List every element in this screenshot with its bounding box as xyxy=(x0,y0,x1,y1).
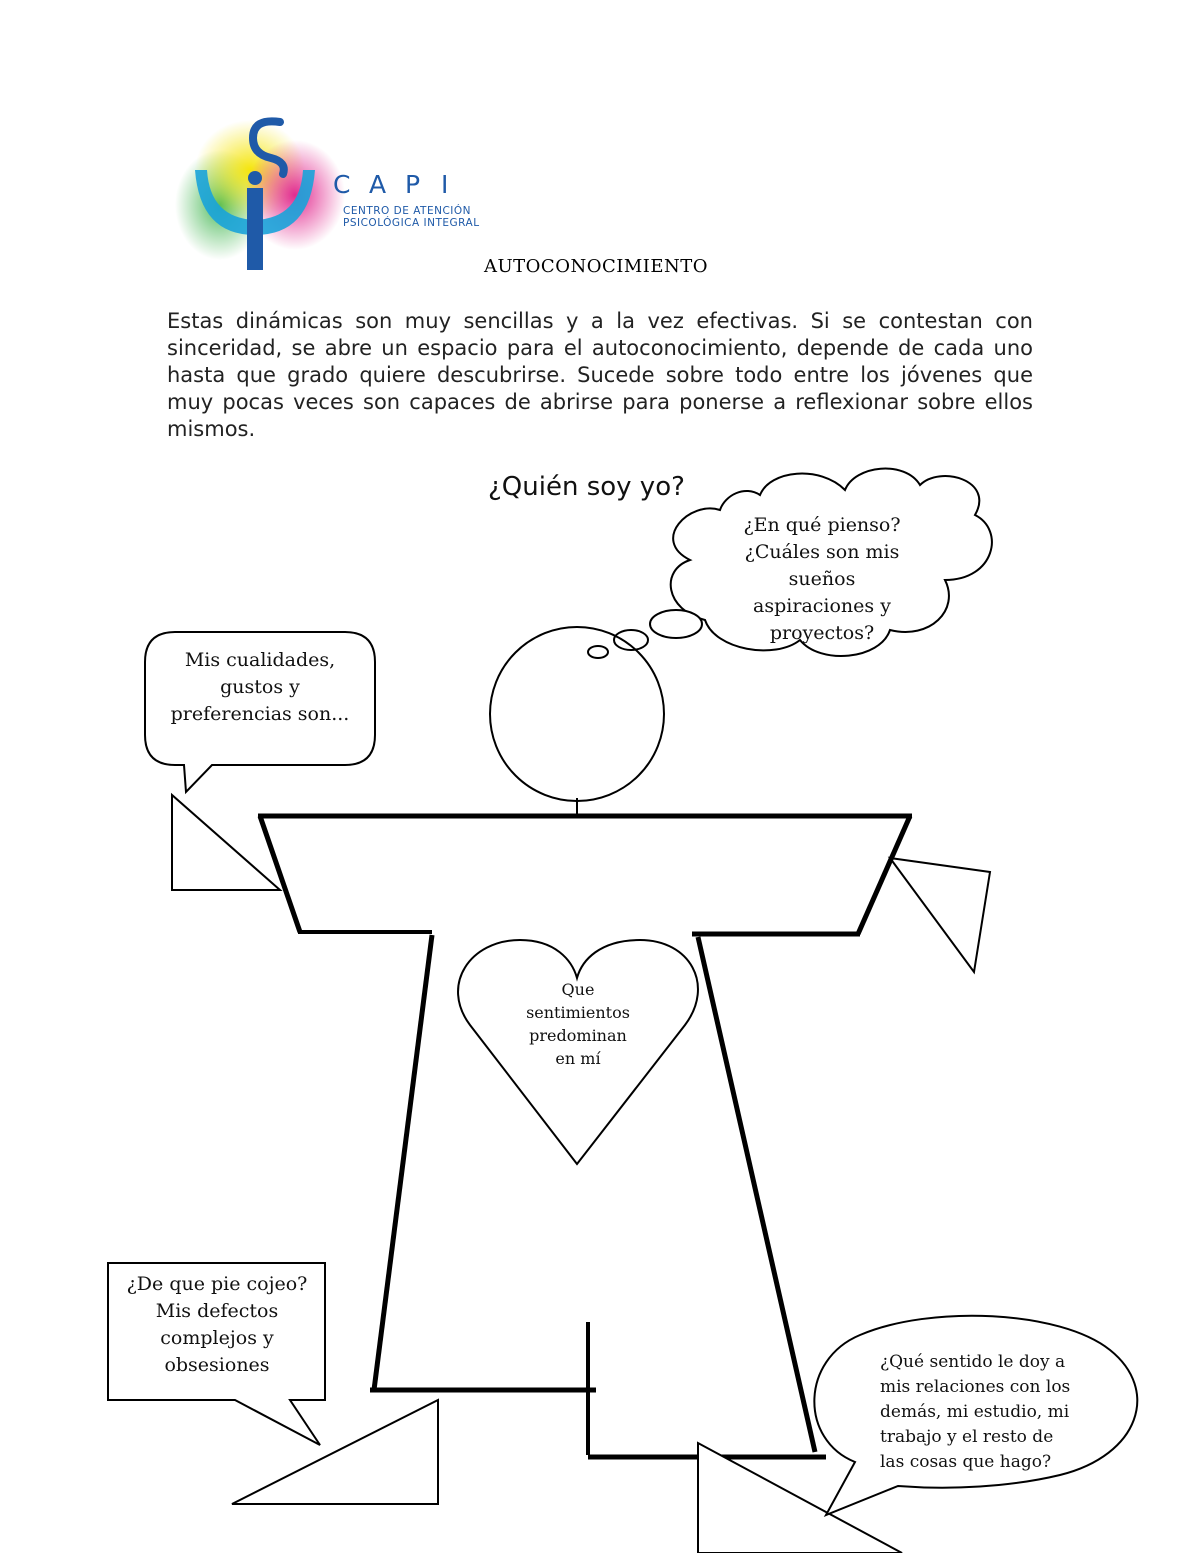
logo-subtitle-line: PSICOLÓGICA INTEGRAL xyxy=(343,217,480,229)
logo-letter-c: C xyxy=(333,170,351,199)
thought-cloud-line: proyectos? xyxy=(769,622,875,644)
left-hand-triangle xyxy=(172,795,280,890)
thought-cloud-line: ¿En qué pienso? xyxy=(743,514,901,536)
logo-letter-a: A xyxy=(369,170,387,199)
logo-letter-i: I xyxy=(441,170,449,199)
thought-cloud-text xyxy=(722,512,922,647)
heart-line: Que xyxy=(561,980,595,999)
defects-line: Mis defectos xyxy=(155,1300,279,1322)
logo-letter-p: P xyxy=(405,170,421,199)
heart-line: predominan xyxy=(529,1026,627,1045)
document-title: AUTOCONOCIMIENTO xyxy=(484,256,709,277)
defects-line: ¿De que pie cojeo? xyxy=(126,1273,308,1295)
thought-cloud-line: sueños xyxy=(788,568,856,590)
defects-line: obsesiones xyxy=(164,1354,270,1376)
qualities-text xyxy=(160,647,360,728)
meaning-line: trabajo y el resto de xyxy=(880,1427,1054,1447)
meaning-line: mis relaciones con los xyxy=(880,1377,1071,1397)
meaning-line: ¿Qué sentido le doy a xyxy=(880,1352,1066,1372)
heart-line: sentimientos xyxy=(526,1003,630,1022)
thought-cloud-line: aspiraciones y xyxy=(753,595,891,617)
figure-heading: ¿Quién soy yo? xyxy=(488,472,685,502)
right-hand-triangle xyxy=(890,858,990,972)
thought-cloud-line: ¿Cuáles son mis xyxy=(744,541,900,563)
body-right-side xyxy=(698,937,815,1452)
intro-paragraph: Estas dinámicas son muy sencillas y a la vez efectivas. Si se contestan con sinceridad, se abre un espacio para el autoconocimiento, depende de cada uno hasta que grado quiere descubrirse. Sucede sobre todo entre los jóvenes que muy pocas veces son capaces de abrirse para ponerse a reflexionar sobre ellos mismos. xyxy=(167,309,1033,441)
figure-head xyxy=(490,627,664,801)
thought-bubble-small xyxy=(588,646,608,658)
left-arm-outline xyxy=(260,816,300,932)
meaning-line: demás, mi estudio, mi xyxy=(880,1402,1070,1422)
meaning-text xyxy=(880,1350,1090,1475)
qualities-line: preferencias son... xyxy=(170,703,350,725)
thought-bubble-large xyxy=(650,610,702,638)
heart-line: en mí xyxy=(555,1049,601,1068)
logo-subtitle-line: CENTRO DE ATENCIÓN xyxy=(343,205,472,217)
qualities-line: gustos y xyxy=(220,676,300,698)
body-left-side xyxy=(374,935,432,1390)
meaning-line: las cosas que hago? xyxy=(880,1452,1052,1472)
qualities-line: Mis cualidades, xyxy=(184,649,336,671)
defects-text xyxy=(112,1271,322,1379)
heart-text xyxy=(513,978,643,1070)
defects-line: complejos y xyxy=(160,1327,274,1349)
